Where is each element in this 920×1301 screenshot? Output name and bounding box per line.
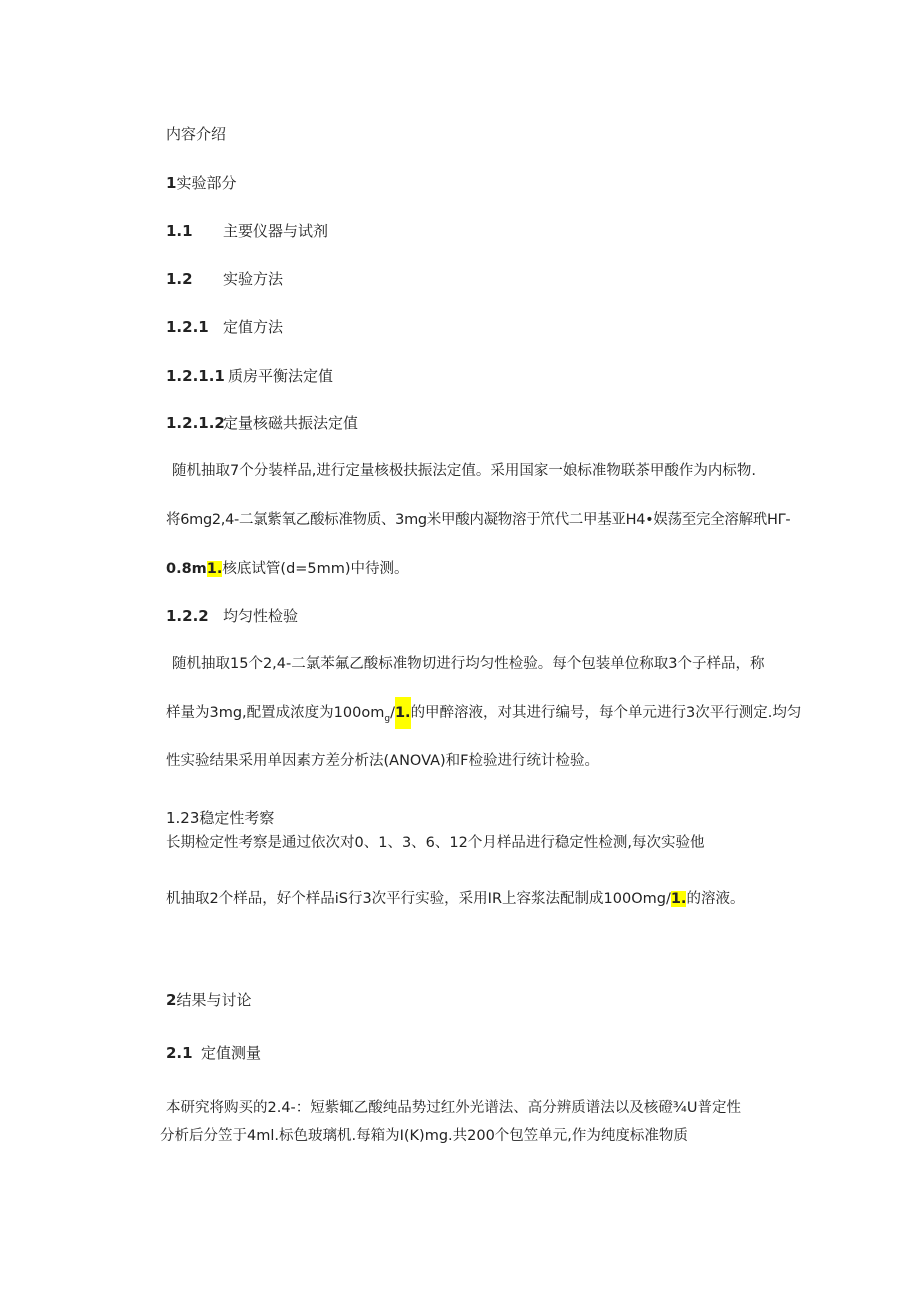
section-1-2-3-heading: 1.23稳定性考察	[166, 809, 275, 827]
text-segment: 的甲醉溶液，对其进行编号，每个单元进行3次平行测定.均匀	[410, 705, 802, 721]
section-number: 2	[166, 991, 177, 1009]
text-segment: 0.8m	[166, 561, 207, 577]
section-1-1-heading	[166, 221, 328, 241]
section-title: 质房平衡法定值	[228, 367, 334, 385]
section-1-2-1-1-heading	[166, 366, 333, 386]
highlighted-text: 1.	[395, 697, 411, 729]
paragraph-homogeneity-line-3: 性实验结果采用单因素方差分析法(ANOVA)和F检验进行统计检验。	[166, 753, 599, 769]
section-number: 1.2	[166, 270, 193, 288]
section-number: 1.2.1.2	[166, 414, 225, 432]
section-1-2-2-heading	[166, 606, 298, 626]
section-title: 定值测量	[201, 1044, 262, 1062]
section-title: 均匀性检验	[223, 607, 299, 625]
text-segment: 核底试管(d=5mm)中待测。	[222, 561, 409, 577]
highlighted-text: 1.	[206, 561, 223, 577]
paragraph-results-line-1: 本研究将购买的2.4-：短紫辄乙酸纯品势过红外光谱法、高分辨质谱法以及核磴¾U普定性	[166, 1100, 741, 1116]
section-title: 实验方法	[223, 270, 284, 288]
section-title: 定值方法	[223, 318, 284, 336]
section-1-2-1-2-heading	[166, 413, 358, 433]
section-number: 1.1	[166, 222, 193, 240]
paragraph-homogeneity-line-1: 随机抽取15个2,4-二氯苯氟乙酸标准物切进行均匀性检验。每个包装单位称取3个子样品，称	[172, 656, 765, 672]
section-2-1-heading	[166, 1043, 261, 1063]
section-title: 主要仪器与试剂	[223, 222, 329, 240]
paragraph-qnmr-line-1: 随机抽取7个分装样品,进行定量核极扶振法定值。采用国家一娘标准物联茶甲酸作为内标物.	[172, 463, 756, 479]
section-number: 1.2.2	[166, 607, 209, 625]
subscript: g	[384, 713, 391, 724]
paragraph-stability-line-1: 长期检定性考察是通过依次对0、1、3、6、12个月样品进行稳定性检测,每次实验他	[166, 835, 705, 851]
paragraph-qnmr-line-2: 将6mg2,4-二氯紫氧乙酸标准物质、3mg米甲酸内凝物溶于笊代二甲基亚H4•娱荡至完全溶解玳HΓ-	[166, 512, 791, 528]
section-title: 定量核磁共振法定值	[223, 414, 359, 432]
section-number: 1.2.1	[166, 318, 209, 336]
section-2-heading	[166, 990, 251, 1010]
section-number: 1.2.1.1	[166, 367, 225, 385]
paragraph-results-line-2: 分析后分笠于4ml.标色玻璃机.每箱为I(K)mg.共200个包笠单元,作为纯度标准物质	[160, 1128, 688, 1144]
section-1-heading	[166, 173, 236, 193]
highlighted-text: 1.	[670, 891, 687, 907]
section-1-2-heading	[166, 269, 283, 289]
text-segment: 机抽取2个样品，好个样品iS行3次平行实验，采用IR上容浆法配制成100Omg/	[166, 891, 671, 907]
text-segment: 的溶液。	[686, 891, 745, 907]
section-number: 1	[166, 174, 177, 192]
section-title: 结果与讨论	[176, 991, 252, 1009]
text-segment: /	[390, 705, 395, 721]
intro-heading: 内容介绍	[166, 125, 227, 143]
paragraph-qnmr-line-3	[166, 559, 409, 579]
paragraph-homogeneity-line-2	[166, 703, 801, 729]
paragraph-stability-line-2	[166, 889, 744, 909]
section-1-2-1-heading	[166, 317, 283, 337]
text-segment: 样量为3mg,配置成浓度为100om	[166, 705, 385, 721]
section-number: 2.1	[166, 1044, 193, 1062]
section-title: 实验部分	[176, 174, 237, 192]
